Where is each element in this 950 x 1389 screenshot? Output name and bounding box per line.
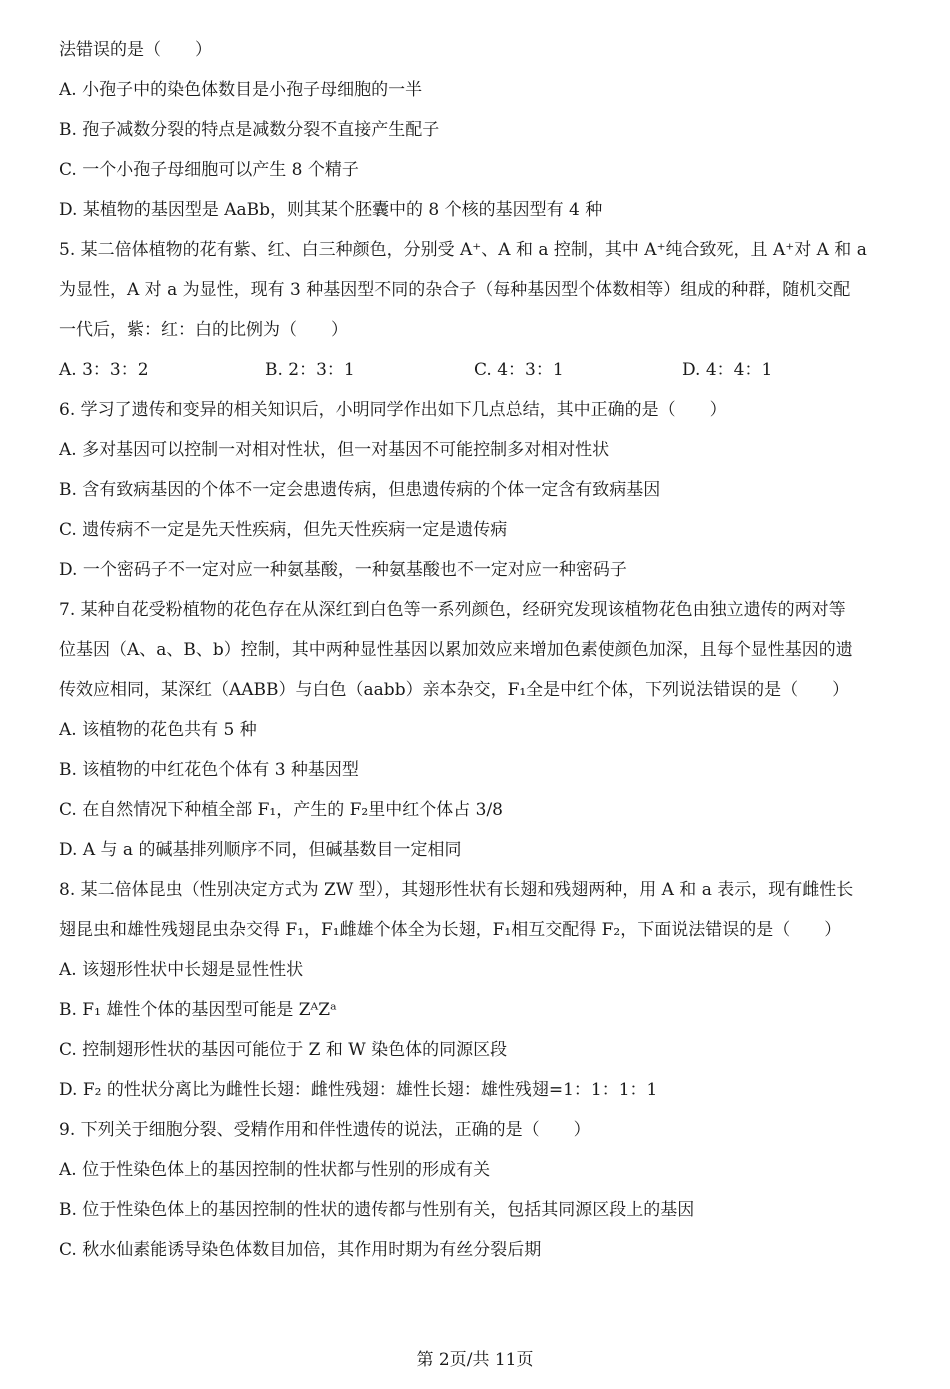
text-line: D. 一个密码子不一定对应一种氨基酸，一种氨基酸也不一定对应一种密码子 xyxy=(59,560,627,580)
question-5-options xyxy=(59,359,899,381)
text-line: 5. 某二倍体植物的花有紫、红、白三种颜色，分别受 A⁺、A 和 a 控制，其中 A⁺纯合致死，且 A⁺对 A 和 a xyxy=(59,240,867,260)
text-line: 7. 某种自花受粉植物的花色存在从深红到白色等一系列颜色，经研究发现该植物花色由独立遗传的两对等 xyxy=(59,600,846,620)
text-line: A. 多对基因可以控制一对相对性状，但一对基因不可能控制多对相对性状 xyxy=(59,440,610,460)
text-line: C. 秋水仙素能诱导染色体数目加倍，其作用时期为有丝分裂后期 xyxy=(59,1240,542,1260)
text-line: 翅昆虫和雄性残翅昆虫杂交得 F₁，F₁雌雄个体全为长翅，F₁相互交配得 F₂，下面说法错误的是（ ） xyxy=(59,920,842,940)
text-line: A. 位于性染色体上的基因控制的性状都与性别的形成有关 xyxy=(59,1160,491,1180)
text-line: A. 该翅形性状中长翅是显性性状 xyxy=(59,960,304,980)
text-line: B. 孢子减数分裂的特点是减数分裂不直接产生配子 xyxy=(59,120,440,140)
text-line: 法错误的是（ ） xyxy=(59,40,212,60)
text-line: 8. 某二倍体昆虫（性别决定方式为 ZW 型），其翅形性状有长翅和残翅两种，用 A 和 a 表示，现有雌性长 xyxy=(59,880,854,900)
text-line: C. 一个小孢子母细胞可以产生 8 个精子 xyxy=(59,160,359,180)
text-line: 9. 下列关于细胞分裂、受精作用和伴性遗传的说法，正确的是（ ） xyxy=(59,1120,591,1140)
text-line: 位基因（A、a、B、b）控制，其中两种显性基因以累加效应来增加色素使颜色加深，且每个显性基因的遗 xyxy=(59,640,853,660)
text-line: 传效应相同，某深红（AABB）与白色（aabb）亲本杂交，F₁全是中红个体，下列说法错误的是（ ） xyxy=(59,680,850,700)
option-c: C. 4：3：1 xyxy=(474,360,564,380)
text-line: 6. 学习了遗传和变异的相关知识后，小明同学作出如下几点总结，其中正确的是（ ） xyxy=(59,400,727,420)
option-b: B. 2：3：1 xyxy=(265,360,355,380)
text-line: C. 遗传病不一定是先天性疾病，但先天性疾病一定是遗传病 xyxy=(59,520,508,540)
text-line: B. 位于性染色体上的基因控制的性状的遗传都与性别有关，包括其同源区段上的基因 xyxy=(59,1200,695,1220)
text-line: 为显性，A 对 a 为显性，现有 3 种基因型不同的杂合子（每种基因型个体数相等）组成的种群，随机交配 xyxy=(59,280,851,300)
option-d: D. 4：4：1 xyxy=(682,360,773,380)
text-line: B. F₁ 雄性个体的基因型可能是 ZᴬZᵃ xyxy=(59,1000,337,1020)
page-number-footer: 第 2页/共 11页 xyxy=(416,1350,534,1370)
text-line: B. 该植物的中红花色个体有 3 种基因型 xyxy=(59,760,359,780)
option-a: A. 3：3：2 xyxy=(59,360,149,380)
text-line: A. 小孢子中的染色体数目是小孢子母细胞的一半 xyxy=(59,80,423,100)
text-line: D. F₂ 的性状分离比为雌性长翅：雌性残翅：雄性长翅：雄性残翅=1：1：1：1 xyxy=(59,1080,658,1100)
text-line: 一代后，紫：红：白的比例为（ ） xyxy=(59,320,348,340)
text-line: D. A 与 a 的碱基排列顺序不同，但碱基数目一定相同 xyxy=(59,840,462,860)
text-line: C. 在自然情况下种植全部 F₁，产生的 F₂里中红个体占 3/8 xyxy=(59,800,503,820)
text-line: A. 该植物的花色共有 5 种 xyxy=(59,720,257,740)
text-line: C. 控制翅形性状的基因可能位于 Z 和 W 染色体的同源区段 xyxy=(59,1040,508,1060)
text-line: B. 含有致病基因的个体不一定会患遗传病，但患遗传病的个体一定含有致病基因 xyxy=(59,480,661,500)
text-line: D. 某植物的基因型是 AaBb，则其某个胚囊中的 8 个核的基因型有 4 种 xyxy=(59,200,603,220)
